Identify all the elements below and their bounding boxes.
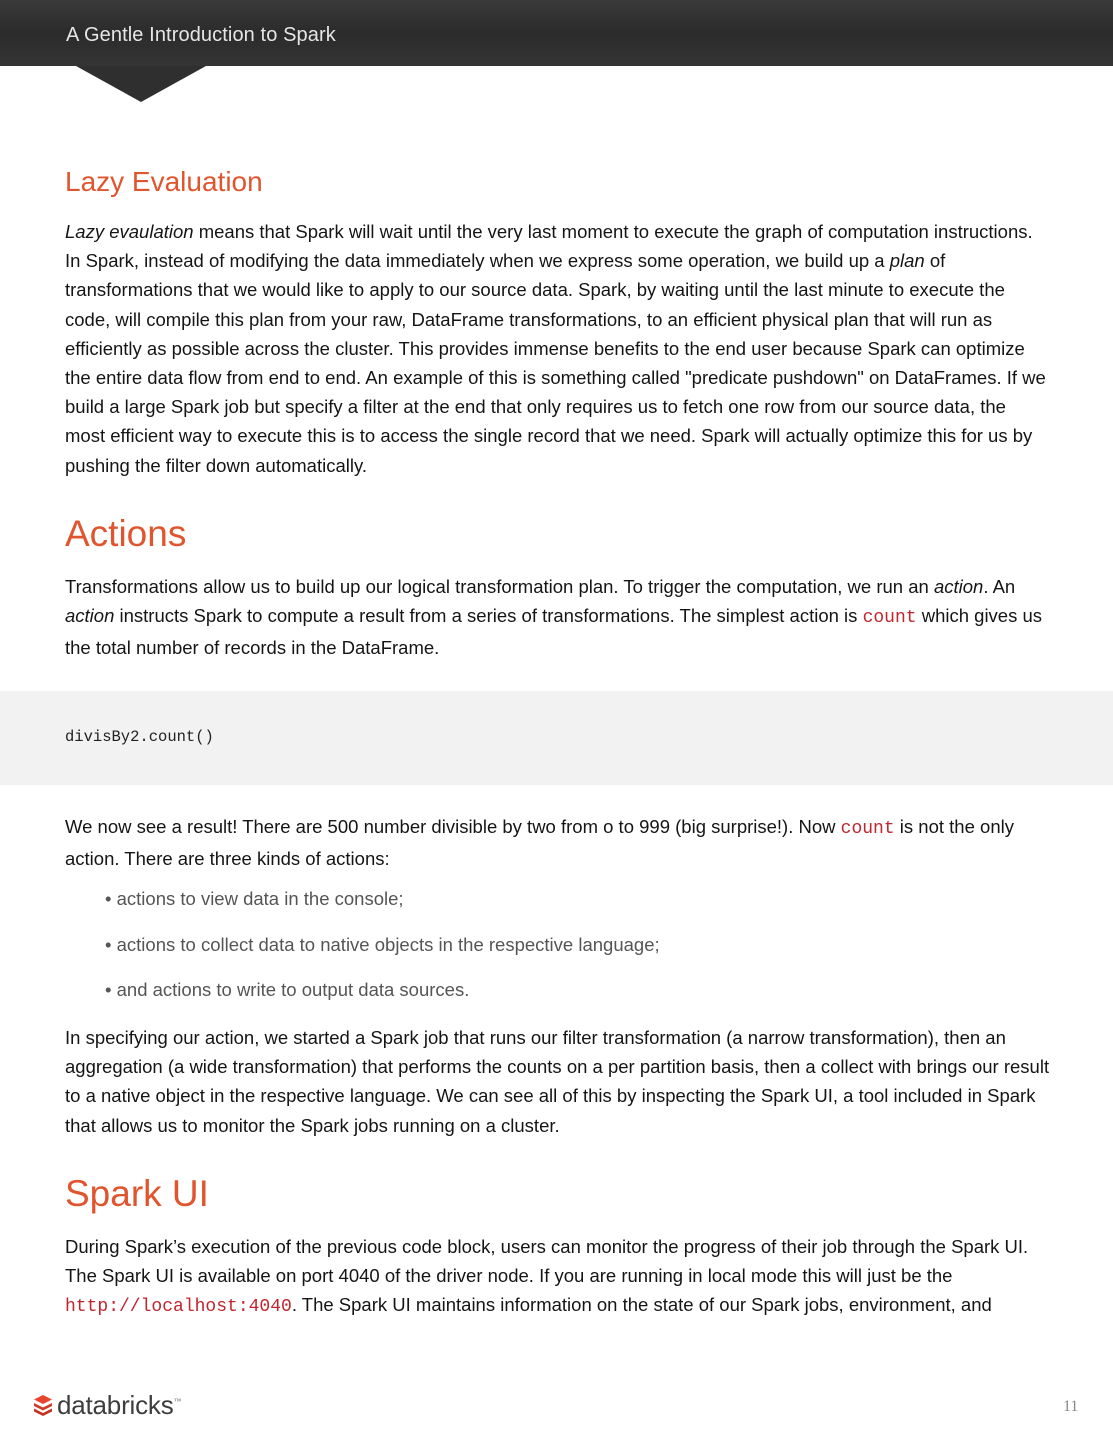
text-run: is not the only action. There are three kinds of actions: bbox=[65, 816, 1014, 870]
spark-ui-heading: Spark UI bbox=[65, 1173, 209, 1214]
text-run: instructs Spark to compute a result from a series of transformations. The simplest action is bbox=[114, 605, 863, 627]
logo-trademark: ™ bbox=[173, 1396, 182, 1406]
databricks-stack-icon bbox=[33, 1394, 53, 1416]
inline-code-count: count bbox=[862, 608, 917, 629]
text-run: which gives us the total number of records in the DataFrame. bbox=[65, 605, 1043, 659]
term-action: action bbox=[933, 576, 984, 597]
bullet-item: • actions to collect data to native objects in the respective language; bbox=[105, 934, 660, 955]
actions-paragraph-1 bbox=[65, 572, 1050, 663]
page-number: 11 bbox=[1063, 1398, 1079, 1415]
code-block-text: divisBy2.count() bbox=[65, 728, 214, 746]
text-run: Transformations allow us to build up our logical transformation plan. To trigger the computation, we run an bbox=[65, 576, 934, 597]
text-run: . The Spark UI maintains information on the state of our Spark jobs, environment, and bbox=[291, 1294, 992, 1316]
lazy-evaluation-heading: Lazy Evaluation bbox=[65, 166, 263, 197]
header-title: A Gentle Introduction to Spark bbox=[66, 24, 336, 46]
page-header bbox=[0, 0, 1113, 66]
spark-ui-paragraph bbox=[65, 1232, 1050, 1323]
term-lazy-evaluation: Lazy evaulation bbox=[65, 221, 194, 242]
text-run: We now see a result! There are 500 number divisible by two from o to 999 (big surprise!). Now bbox=[65, 816, 841, 837]
actions-paragraph-2 bbox=[65, 812, 1050, 873]
logo-wordmark: databricks bbox=[57, 1389, 174, 1420]
code-block bbox=[0, 691, 1113, 785]
text-run: means that Spark will wait until the very last moment to execute the graph of computation instructions. In Spark, instead of modifying the data immediately when we express some operation, we build up a bbox=[65, 221, 1033, 272]
bullet-item: • actions to view data in the console; bbox=[105, 888, 404, 909]
inline-code-url: http://localhost:4040 bbox=[65, 1297, 292, 1318]
inline-code-count: count bbox=[840, 819, 895, 839]
term-plan: plan bbox=[889, 250, 925, 272]
text-run: of transformations that we would like to apply to our source data. Spark, by waiting until the last minute to execute the code, will compile this plan from your raw, DataFrame transformations, to an efficient physical plan that will run as efficiently as possible across the cluster. This provides immense benefits to the end user because Spark can optimize the entire data flow from end to end. An example of this is something called "predicate pushdown" on DataFrames. If we build a large Spark job but specify a filter at the end that only requires us to fetch one row from our source data, the most efficient way to execute this is to access the single record that we need. Spark will actually optimize this for us by pushing the filter down automatically. bbox=[65, 250, 1046, 476]
text-run: During Spark’s execution of the previous code block, users can monitor the progress of their job through the Spark UI. The Spark UI is available on port 4040 of the driver node. If you are running in local mode this will just be the bbox=[65, 1236, 1029, 1287]
text-run: . An bbox=[983, 576, 1016, 597]
databricks-logo bbox=[33, 1390, 182, 1420]
actions-heading: Actions bbox=[65, 513, 187, 554]
lazy-evaluation-paragraph bbox=[65, 217, 1050, 480]
bullet-item: • and actions to write to output data sources. bbox=[105, 979, 470, 1000]
actions-paragraph-3: In specifying our action, we started a Spark job that runs our filter transformation (a narrow transformation), then an aggregation (a wide transformation) that performs the counts on a per partition basis, then a collect with brings our result to a native object in the respective language. We can see all of this by inspecting the Spark UI, a tool included in Spark that allows us to monitor the Spark jobs running on a cluster. bbox=[65, 1027, 1050, 1136]
header-notch bbox=[76, 66, 206, 102]
term-action: action bbox=[65, 605, 115, 627]
